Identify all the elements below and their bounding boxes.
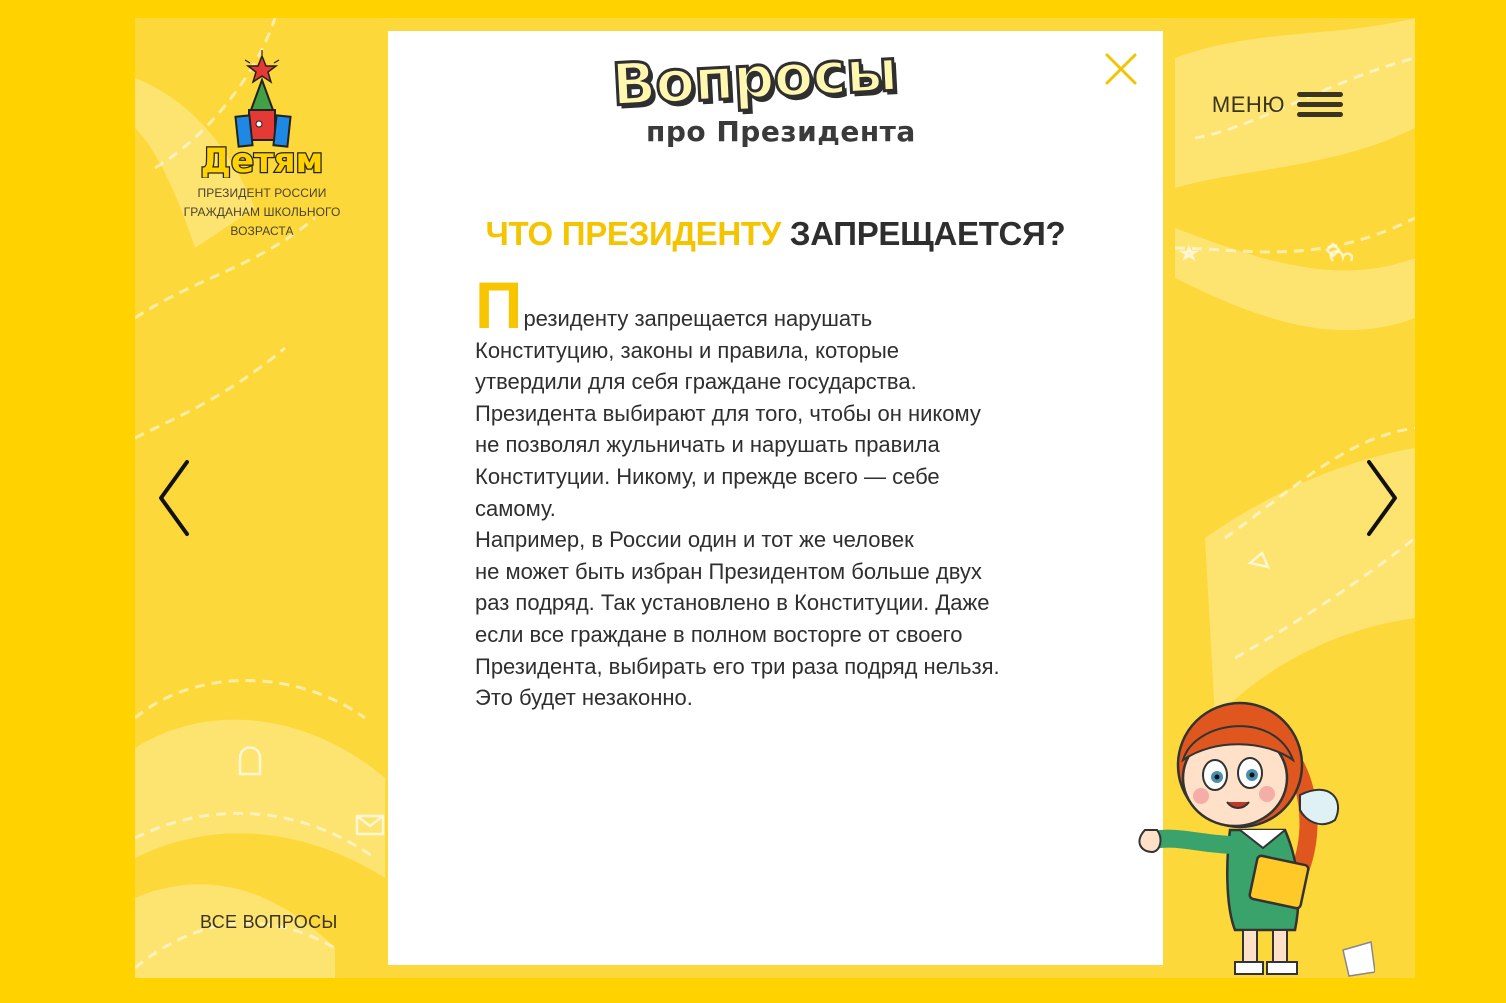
chevron-right-icon <box>1363 458 1403 538</box>
question-title-highlight: ЧТО ПРЕЗИДЕНТУ <box>485 215 781 252</box>
question-title-rest: ЗАПРЕЩАЕТСЯ? <box>780 215 1066 252</box>
answer-paragraph-1-text: резиденту запрещается нарушать Конституцию, законы и правила, которые утвердили для себя граждане государства. Президента выбирают для того, чтобы он никому не позволял жульничать и нарушать правила Конституции. Никому, и прежде всего — себе самому. <box>475 306 981 521</box>
chevron-left-icon <box>153 458 193 538</box>
menu-button[interactable] <box>1212 92 1343 118</box>
logo-caption-line: ГРАЖДАНАМ ШКОЛЬНОГО <box>183 205 341 219</box>
question-card <box>388 31 1163 965</box>
question-answer <box>475 268 1095 714</box>
drop-cap: П <box>475 268 523 342</box>
logo-word: Детям <box>200 141 324 178</box>
girl-mascot-illustration <box>1135 680 1375 978</box>
kremlin-tower-logo-icon <box>197 50 327 178</box>
logo-caption-line: ПРЕЗИДЕНТ РОССИИ <box>197 186 327 200</box>
close-icon <box>1101 49 1141 89</box>
game-board-stage <box>135 18 1415 978</box>
logo-caption-line: ВОЗРАСТА <box>230 224 294 238</box>
previous-question-button[interactable] <box>153 458 193 538</box>
next-question-button[interactable] <box>1363 458 1403 538</box>
question-title <box>388 215 1163 253</box>
section-brand <box>610 36 942 148</box>
close-button[interactable] <box>1101 49 1141 89</box>
answer-paragraph-1 <box>475 268 1095 524</box>
menu-label: МЕНЮ <box>1211 92 1285 117</box>
answer-paragraph-2: Например, в России один и тот же человек не может быть избран Президентом больше двух раз подряд. Так установлено в Конституции. Даже если все граждане в полном восторге от своего Президента, выбирать его три раза подряд нельзя. Это будет незаконно. <box>475 527 1000 711</box>
brand-title: Вопросы <box>610 36 899 119</box>
all-questions-link[interactable]: ВСЕ ВОПРОСЫ <box>200 912 338 932</box>
brand-subtitle: про Президента <box>646 115 916 148</box>
burger-menu-icon <box>1297 92 1343 118</box>
site-logo[interactable] <box>177 50 347 241</box>
logo-caption <box>177 184 347 241</box>
